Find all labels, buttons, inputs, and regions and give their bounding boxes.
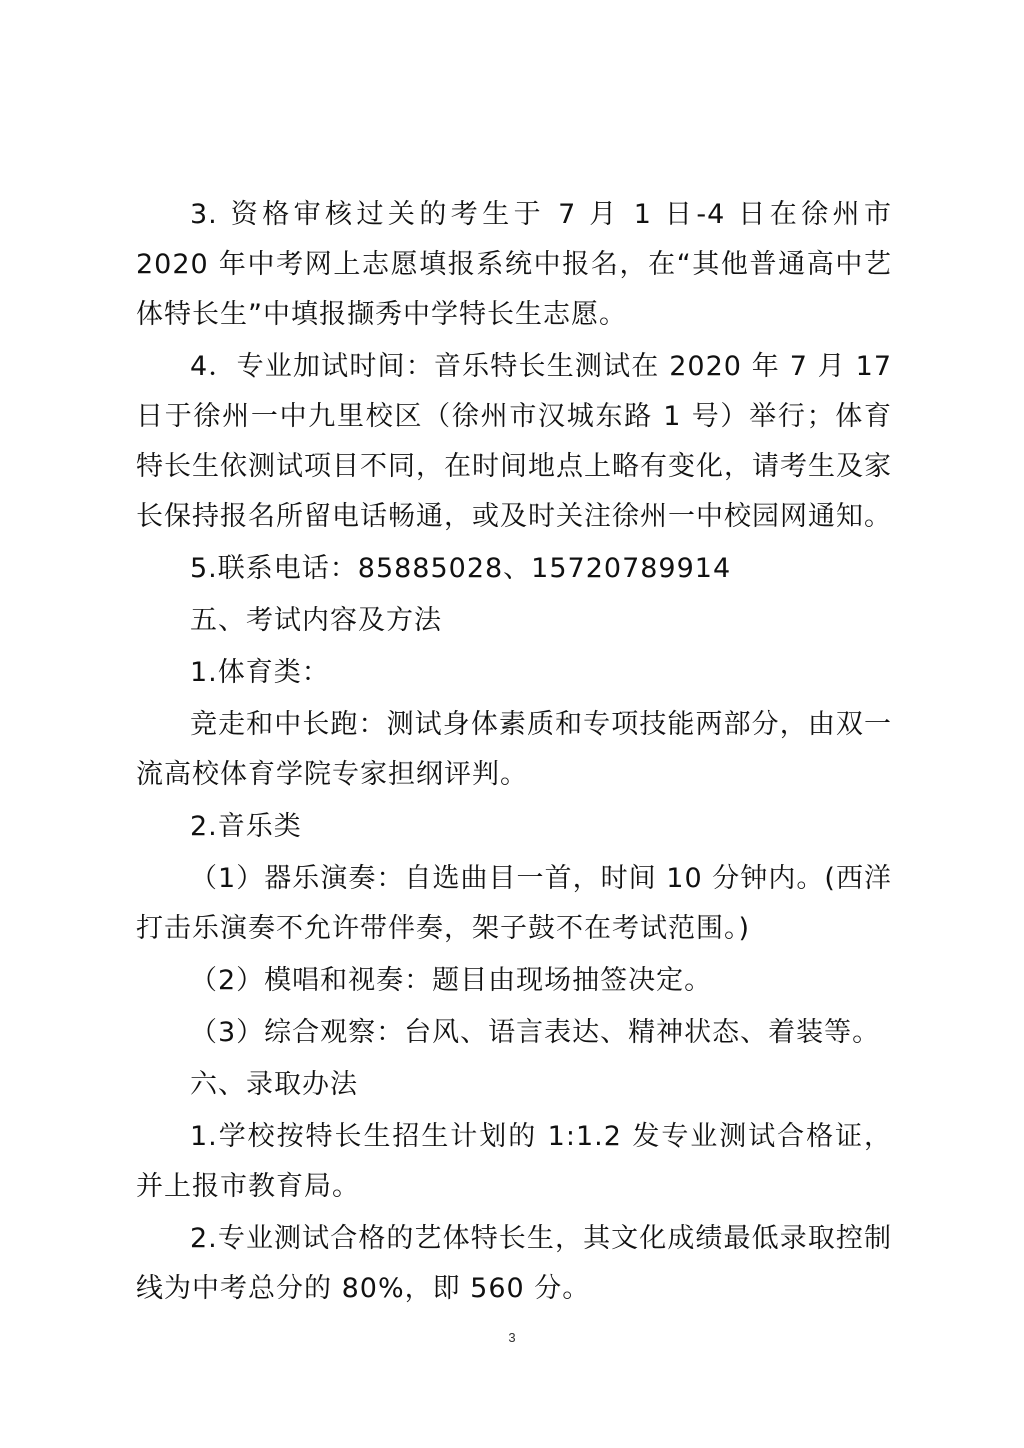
paragraph-certificate: 1.学校按特长生招生计划的 1:1.2 发专业测试合格证，并上报市教育局。 <box>136 1121 892 1202</box>
paragraph-sports-detail: 竞走和中长跑：测试身体素质和专项技能两部分，由双一流高校体育学院专家担纲评判。 <box>136 709 892 790</box>
paragraph-instrument: （1）器乐演奏：自选曲目一首，时间 10 分钟内。(西洋打击乐演奏不允许带伴奏，架子鼓不在考试范围。) <box>136 863 892 944</box>
document-body <box>136 190 892 1316</box>
paragraph-registration: 3. 资格审核过关的考生于 7 月 1 日-4 日在徐州市 2020 年中考网上志愿填报系统中报名，在“其他普通高中艺体特长生”中填报撷秀中学特长生志愿。 <box>136 199 892 330</box>
paragraph-score-line: 2.专业测试合格的艺体特长生，其文化成绩最低录取控制线为中考总分的 80%，即 560 分。 <box>136 1223 892 1304</box>
subheading-music: 2.音乐类 <box>190 811 302 842</box>
paragraph-overall-observation: （3）综合观察：台风、语言表达、精神状态、着装等。 <box>190 1017 881 1048</box>
paragraph-test-time: 4．专业加试时间：音乐特长生测试在 2020 年 7 月 17 日于徐州一中九里校区（徐州市汉城东路 1 号）举行；体育特长生依测试项目不同，在时间地点上略有变化，请考生及家长保持报名所留电话畅通，或及时关注徐州一中校园网通知。 <box>136 351 892 532</box>
page-number: 3 <box>508 1330 516 1345</box>
section-heading-exam-content: 五、考试内容及方法 <box>190 605 442 636</box>
paragraph-sight-singing: （2）模唱和视奏：题目由现场抽签决定。 <box>190 965 713 996</box>
section-heading-admission: 六、录取办法 <box>190 1069 358 1100</box>
subheading-sports: 1.体育类： <box>190 657 330 688</box>
paragraph-contact-phone: 5.联系电话：85885028、15720789914 <box>190 553 732 584</box>
